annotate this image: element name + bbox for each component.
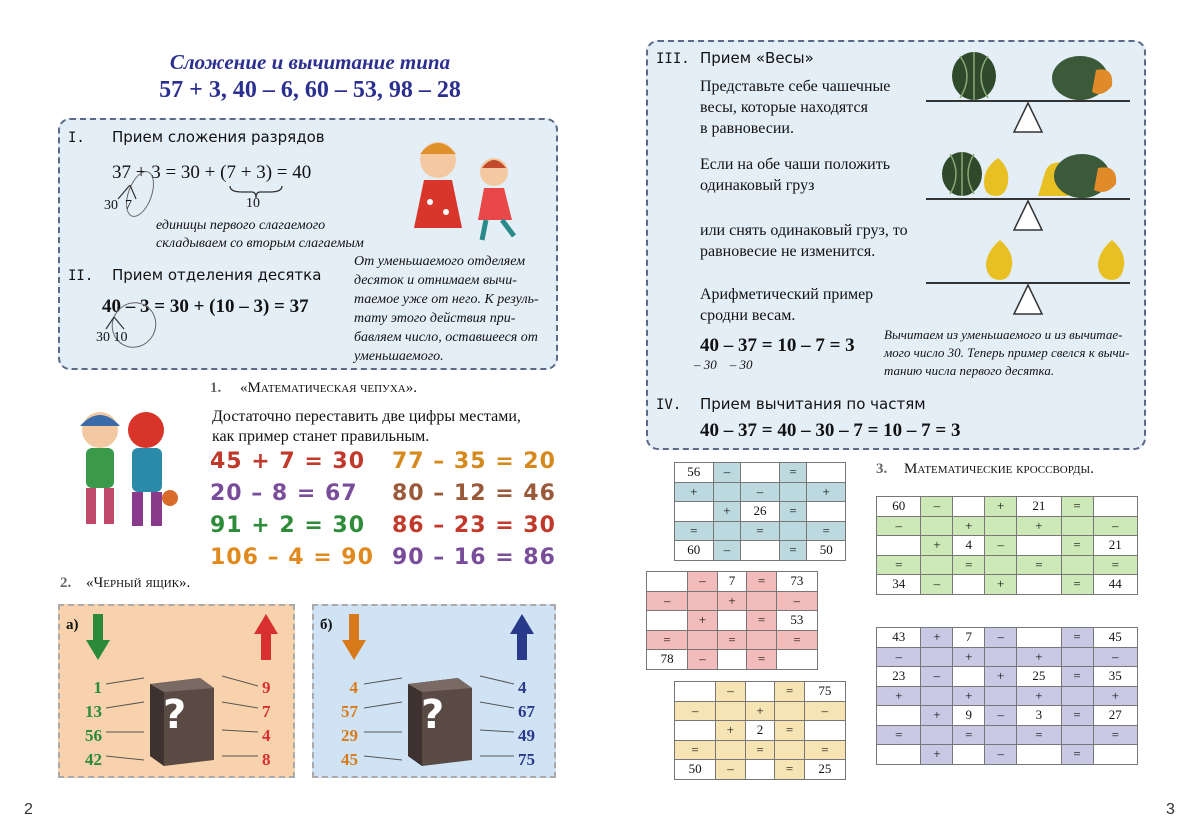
crossword-cell[interactable] <box>921 555 953 575</box>
crossword-cell: + <box>985 667 1017 687</box>
crossword-cell: + <box>688 611 718 631</box>
page-number-right: 3 <box>1166 801 1175 818</box>
crossword-cell: = <box>747 572 777 592</box>
crossword-row <box>877 536 1138 556</box>
crossword-cell: = <box>775 721 805 741</box>
example-subtraction: – 30 – 30 <box>694 357 753 372</box>
crossword-cell[interactable] <box>647 572 688 592</box>
crossword-cell[interactable] <box>953 745 985 765</box>
crossword-cell[interactable] <box>717 650 747 670</box>
crossword-row <box>675 521 846 541</box>
crossword-cell: – <box>647 591 688 611</box>
crossword-cell: – <box>921 667 953 687</box>
box-a-question: ? <box>163 692 187 738</box>
crossword-cell: = <box>953 555 985 575</box>
crossword-cell[interactable] <box>877 706 921 726</box>
crossword-cell[interactable] <box>1017 745 1061 765</box>
section3-heading: Прием «Весы» <box>700 49 814 67</box>
box-b-inputs: 4 57 29 45 <box>341 678 358 769</box>
crossword-cell[interactable] <box>1061 725 1093 745</box>
up-arrow-icon-b <box>510 614 534 662</box>
crossword-cell: + <box>985 575 1017 595</box>
crossword-cell: 7 <box>717 572 747 592</box>
crossword-cell: + <box>717 591 747 611</box>
crossword-cell: = <box>779 502 807 522</box>
crossword-cell: 9 <box>953 706 985 726</box>
task2-title: «Черный ящик». <box>86 575 191 591</box>
crossword-cell[interactable] <box>647 611 688 631</box>
section4-equation: 40 – 37 = 40 – 30 – 7 = 10 – 7 = 3 <box>700 420 961 441</box>
crossword-cell: – <box>776 591 817 611</box>
crossword-cell: – <box>921 497 953 517</box>
puzzle-2: 77 – 35 = 20 <box>392 449 556 474</box>
paragraph-2: Если на обе чаши положить одинаковый груз <box>700 156 890 194</box>
section2-note: От уменьшаемого отделяем десяток и отнимаем вычи- таемое уже от него. К резуль- тату этого действия при- бавляем число, оставшееся от уменьшаемого. <box>354 254 539 364</box>
crossword-row <box>647 591 818 611</box>
crossword-cell: – <box>985 745 1017 765</box>
crossword-teal <box>674 462 846 561</box>
section2-heading: Прием отделения десятка <box>112 266 322 284</box>
crossword-cell[interactable] <box>877 536 921 556</box>
down-arrow-icon <box>86 614 110 662</box>
crossword-green <box>876 496 1138 595</box>
crossword-gold <box>674 681 846 780</box>
crossword-cell[interactable] <box>985 555 1017 575</box>
boys-illustration <box>66 402 186 532</box>
crossword-cell[interactable] <box>779 482 807 502</box>
crossword-cell[interactable] <box>688 630 718 650</box>
crossword-cell: = <box>804 740 845 760</box>
crossword-cell: 25 <box>804 760 845 780</box>
crossword-cell[interactable] <box>1061 647 1093 667</box>
crossword-red <box>646 571 818 670</box>
crossword-cell: 34 <box>877 575 921 595</box>
crossword-cell: 25 <box>1017 667 1061 687</box>
crossword-cell[interactable] <box>921 686 953 706</box>
crossword-cell[interactable] <box>745 760 775 780</box>
section1-sum: 10 <box>246 196 260 211</box>
section2-number: II. <box>68 268 94 284</box>
crossword-cell[interactable] <box>779 521 807 541</box>
crossword-cell[interactable] <box>1093 745 1138 765</box>
crossword-cell: = <box>1093 555 1138 575</box>
crossword-cell: = <box>717 630 747 650</box>
crossword-cell: 43 <box>877 628 921 648</box>
crossword-cell[interactable] <box>1017 575 1061 595</box>
crossword-cell: = <box>775 682 805 702</box>
box-b-label: б) <box>320 617 333 633</box>
crossword-cell: 75 <box>804 682 845 702</box>
task1-text2: как пример станет правильным. <box>212 428 430 445</box>
crossword-cell: + <box>953 686 985 706</box>
example-equation: 40 – 37 = 10 – 7 = 3 <box>700 335 855 356</box>
crossword-cell[interactable] <box>985 725 1017 745</box>
crossword-cell: = <box>675 740 716 760</box>
crossword-cell: = <box>747 650 777 670</box>
crossword-cell: 2 <box>745 721 775 741</box>
crossword-cell[interactable] <box>716 701 746 721</box>
crossword-row <box>675 740 846 760</box>
crossword-cell: = <box>1017 725 1061 745</box>
crossword-cell[interactable] <box>716 740 746 760</box>
task1-number: 1. <box>210 380 222 396</box>
crossword-cell[interactable] <box>953 575 985 595</box>
crossword-cell: – <box>1093 647 1138 667</box>
box-b-cube-icon <box>358 664 558 784</box>
crossword-cell: + <box>921 706 953 726</box>
box-b-question: ? <box>421 692 445 738</box>
crossword-cell: 27 <box>1093 706 1138 726</box>
section4-number: IV. <box>656 397 682 413</box>
crossword-cell[interactable] <box>1061 516 1093 536</box>
crossword-row <box>647 611 818 631</box>
crossword-cell[interactable] <box>741 541 780 561</box>
crossword-cell: – <box>985 706 1017 726</box>
crossword-cell: 23 <box>877 667 921 687</box>
box-a-label: а) <box>66 617 79 633</box>
crossword-cell[interactable] <box>776 650 817 670</box>
crossword-row <box>877 647 1138 667</box>
crossword-cell: + <box>807 482 846 502</box>
crossword-cell: = <box>1061 575 1093 595</box>
title-line1: Сложение и вычитание типа <box>169 50 451 74</box>
crossword-cell: 4 <box>953 536 985 556</box>
section1-equation: 37 + 3 = 30 + (7 + 3) = 40 <box>112 162 312 183</box>
crossword-cell: – <box>985 536 1017 556</box>
crossword-cell: 60 <box>675 541 714 561</box>
crossword-cell: 53 <box>776 611 817 631</box>
section1-number: I. <box>68 130 85 146</box>
children-illustration <box>390 132 540 242</box>
task3-number: 3. <box>876 461 888 477</box>
crossword-cell: + <box>877 686 921 706</box>
crossword-cell[interactable] <box>877 745 921 765</box>
section1-heading: Прием сложения разрядов <box>112 128 325 146</box>
crossword-cell: + <box>1093 686 1138 706</box>
crossword-cell: + <box>921 745 953 765</box>
box-b-outputs: 4 67 49 75 <box>518 678 535 769</box>
crossword-cell[interactable] <box>745 682 775 702</box>
example-note: Вычитаем из уменьшаемого и из вычитае- мого число 30. Теперь пример свелся к вычи- танию числа первого десятка. <box>884 327 1130 378</box>
crossword-cell[interactable] <box>717 611 747 631</box>
crossword-cell: + <box>716 721 746 741</box>
crossword-cell: + <box>921 628 953 648</box>
crossword-row <box>675 721 846 741</box>
crossword-cell: – <box>713 463 741 483</box>
crossword-row <box>877 575 1138 595</box>
crossword-cell: 60 <box>877 497 921 517</box>
crossword-row <box>675 760 846 780</box>
crossword-row <box>675 701 846 721</box>
section2-equation: 40 – 3 = 30 + (10 – 3) = 37 <box>102 296 309 317</box>
crossword-cell: = <box>1017 555 1061 575</box>
crossword-row <box>877 497 1138 517</box>
crossword-cell: – <box>688 650 718 670</box>
crossword-cell[interactable] <box>741 463 780 483</box>
down-arrow-icon-b <box>342 614 366 662</box>
box-a-outputs: 9 7 4 8 <box>262 678 271 769</box>
crossword-row <box>877 516 1138 536</box>
crossword-cell[interactable] <box>953 497 985 517</box>
crossword-cell: = <box>745 740 775 760</box>
crossword-cell: = <box>675 521 714 541</box>
puzzle-7: 106 – 4 = 90 <box>210 545 374 570</box>
crossword-row <box>877 628 1138 648</box>
crossword-cell: 45 <box>1093 628 1138 648</box>
crossword-cell: + <box>985 497 1017 517</box>
crossword-cell: 3 <box>1017 706 1061 726</box>
task1-title: «Математическая чепуха». <box>240 380 417 396</box>
crossword-cell: + <box>921 536 953 556</box>
paragraph-4: Арифметический пример сродни весам. <box>700 286 874 324</box>
crossword-cell: – <box>675 701 716 721</box>
crossword-cell: + <box>953 516 985 536</box>
crossword-cell[interactable] <box>804 721 845 741</box>
crossword-cell: – <box>877 647 921 667</box>
crossword-cell: + <box>1017 516 1061 536</box>
crossword-row <box>647 630 818 650</box>
crossword-row <box>877 686 1138 706</box>
crossword-row <box>647 572 818 592</box>
up-arrow-icon <box>254 614 278 662</box>
crossword-row <box>675 482 846 502</box>
crossword-cell: = <box>1061 706 1093 726</box>
paragraph-3: или снять одинаковый груз, то равновесие не изменится. <box>700 222 908 260</box>
crossword-row <box>675 463 846 483</box>
crossword-cell[interactable] <box>775 740 805 760</box>
crossword-cell: + <box>675 482 714 502</box>
crossword-row <box>675 502 846 522</box>
crossword-cell: – <box>804 701 845 721</box>
section1-note2: складываем со вторым слагаемым <box>156 236 364 251</box>
box-a-inputs: 1 13 56 42 <box>85 678 102 769</box>
crossword-cell: = <box>1061 536 1093 556</box>
crossword-cell: = <box>1061 497 1093 517</box>
crossword-cell: = <box>807 521 846 541</box>
crossword-cell: – <box>716 682 746 702</box>
crossword-cell: = <box>1061 628 1093 648</box>
section4-heading: Прием вычитания по частям <box>700 395 926 413</box>
page-number-left: 2 <box>24 801 33 818</box>
crossword-cell: + <box>745 701 775 721</box>
task3-title: Математические кроссворды. <box>904 461 1094 477</box>
crossword-cell: = <box>647 630 688 650</box>
crossword-cell[interactable] <box>985 647 1017 667</box>
section2-split: 30 10 <box>96 330 128 345</box>
crossword-cell: + <box>713 502 741 522</box>
paragraph-1: Представьте себе чашечные весы, которые находятся в равновесии. <box>700 78 891 137</box>
crossword-cell: = <box>779 541 807 561</box>
crossword-cell[interactable] <box>1061 686 1093 706</box>
box-a-cube-icon <box>100 664 300 784</box>
crossword-cell[interactable] <box>688 591 718 611</box>
task1-text1: Достаточно переставить две цифры местами, <box>212 408 521 425</box>
crossword-cell: 26 <box>741 502 780 522</box>
puzzle-5: 91 + 2 = 30 <box>210 513 366 538</box>
crossword-cell: + <box>953 647 985 667</box>
scale-3-icon <box>926 232 1136 322</box>
puzzle-4: 80 – 12 = 46 <box>392 481 556 506</box>
crossword-cell: = <box>953 725 985 745</box>
crossword-row <box>877 555 1138 575</box>
crossword-cell: = <box>776 630 817 650</box>
crossword-cell[interactable] <box>921 725 953 745</box>
crossword-cell: 56 <box>675 463 714 483</box>
crossword-cell[interactable] <box>1093 497 1138 517</box>
scale-1-icon <box>926 48 1136 138</box>
section3-number: III. <box>656 51 690 67</box>
section1-split: 30 7 <box>104 198 132 213</box>
crossword-cell: + <box>1017 686 1061 706</box>
crossword-cell: = <box>1061 667 1093 687</box>
crossword-cell[interactable] <box>953 667 985 687</box>
crossword-row <box>877 706 1138 726</box>
crossword-cell: 44 <box>1093 575 1138 595</box>
puzzle-1: 45 + 7 = 30 <box>210 449 366 474</box>
crossword-cell: = <box>741 521 780 541</box>
crossword-cell[interactable] <box>675 721 716 741</box>
crossword-cell: 78 <box>647 650 688 670</box>
crossword-cell: – <box>713 541 741 561</box>
crossword-cell: – <box>1093 516 1138 536</box>
crossword-row <box>647 650 818 670</box>
crossword-cell: 50 <box>675 760 716 780</box>
crossword-cell: – <box>985 628 1017 648</box>
puzzle-8: 90 – 16 = 86 <box>392 545 556 570</box>
crossword-cell: = <box>775 760 805 780</box>
page-title <box>130 50 490 104</box>
crossword-cell[interactable] <box>713 521 741 541</box>
puzzle-3: 20 – 8 = 67 <box>210 481 358 506</box>
task2-number: 2. <box>60 575 72 591</box>
crossword-cell: – <box>716 760 746 780</box>
crossword-cell: = <box>1061 745 1093 765</box>
crossword-cell: – <box>877 516 921 536</box>
crossword-cell[interactable] <box>675 682 716 702</box>
crossword-cell: = <box>877 725 921 745</box>
crossword-row <box>675 541 846 561</box>
crossword-cell: 50 <box>807 541 846 561</box>
crossword-cell[interactable] <box>747 630 777 650</box>
crossword-cell[interactable] <box>675 502 714 522</box>
crossword-cell[interactable] <box>985 686 1017 706</box>
crossword-cell: = <box>1093 725 1138 745</box>
crossword-cell[interactable] <box>1061 555 1093 575</box>
crossword-cell: 21 <box>1093 536 1138 556</box>
crossword-cell[interactable] <box>1017 536 1061 556</box>
crossword-cell[interactable] <box>921 647 953 667</box>
section1-note1: единицы первого слагаемого <box>156 218 326 233</box>
crossword-cell: = <box>877 555 921 575</box>
crossword-purple <box>876 627 1138 765</box>
crossword-cell: = <box>747 611 777 631</box>
crossword-cell: 35 <box>1093 667 1138 687</box>
puzzle-6: 86 – 23 = 30 <box>392 513 556 538</box>
crossword-cell: – <box>741 482 780 502</box>
crossword-cell[interactable] <box>713 482 741 502</box>
crossword-cell[interactable] <box>747 591 777 611</box>
crossword-cell[interactable] <box>807 463 846 483</box>
scale-2-icon <box>926 146 1136 236</box>
crossword-row <box>877 667 1138 687</box>
crossword-cell[interactable] <box>921 516 953 536</box>
crossword-row <box>675 682 846 702</box>
crossword-cell: – <box>921 575 953 595</box>
crossword-cell: = <box>779 463 807 483</box>
crossword-cell[interactable] <box>985 516 1017 536</box>
title-line2: 57 + 3, 40 – 6, 60 – 53, 98 – 28 <box>159 77 461 103</box>
crossword-cell: – <box>688 572 718 592</box>
crossword-cell[interactable] <box>775 701 805 721</box>
crossword-cell: 73 <box>776 572 817 592</box>
crossword-cell: 7 <box>953 628 985 648</box>
crossword-row <box>877 745 1138 765</box>
crossword-row <box>877 725 1138 745</box>
crossword-cell: + <box>1017 647 1061 667</box>
crossword-cell: 21 <box>1017 497 1061 517</box>
crossword-cell[interactable] <box>807 502 846 522</box>
crossword-cell[interactable] <box>1017 628 1061 648</box>
